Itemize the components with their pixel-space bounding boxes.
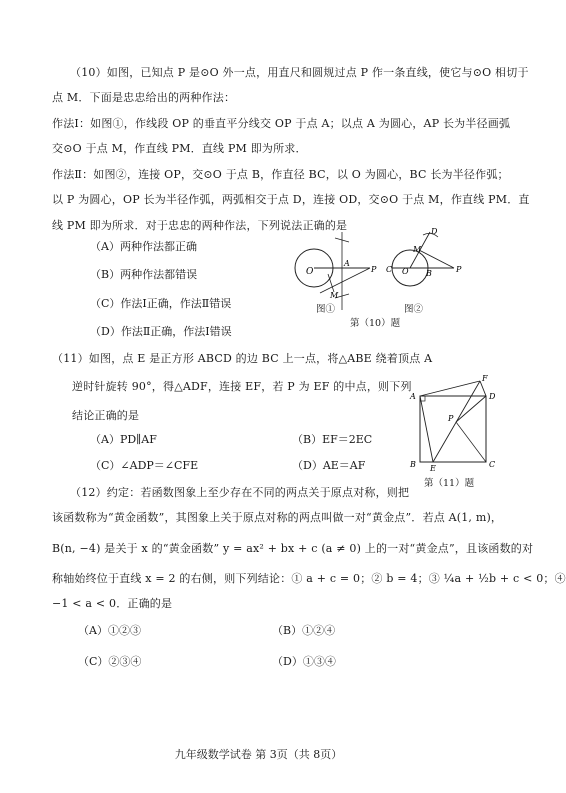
q11-option-d: （D）AE＝AF (292, 459, 366, 472)
q11-point-f: F (482, 374, 488, 383)
q10-line-5: 作法Ⅱ：如图②，连接 OP，交⊙O 于点 B，作直径 BC，以 O 为圆心，BC 长为半径作弧； (52, 168, 509, 181)
q10-line-1: （10）如图，已知点 P 是⊙O 外一点，用直尺和圆规过点 P 作一条直线，使它与⊙O 相切于 (70, 66, 529, 79)
q11-point-b: B (410, 460, 416, 469)
q11-option-b: （B）EF＝2EC (292, 433, 373, 446)
q12-line-5: −1 < a < 0．正确的是 (52, 597, 173, 610)
q10-figure-2 (386, 225, 486, 301)
q12-line-2: 该函数称为“黄金函数”，其图象上关于原点对称的两点叫做一对“黄金点”．若点 A(1, m)， (52, 511, 503, 524)
q12-line-4: 称轴始终位于直线 x = 2 的右侧，则下列结论：① a + c = 0；② b = 4；③ ¼a + ½b + c < 0；④ (52, 572, 566, 585)
q10-line-4: 交⊙O 于点 M，作直线 PM．直线 PM 即为所求． (52, 142, 307, 155)
q11-point-e: E (430, 464, 436, 473)
q12-option-c: （C）②③④ (78, 655, 142, 668)
fig1-point-o: O (306, 267, 314, 277)
fig1-point-p: P (371, 265, 377, 274)
q10-line-2: 点 M．下面是忠忠给出的两种作法： (52, 91, 236, 104)
q12-line-3: B(n, −4) 是关于 x 的“黄金函数” y = ax² + bx + c (a ≠ 0) 上的一对“黄金点”，且该函数的对 (52, 542, 534, 555)
q12-option-d: （D）①③④ (272, 655, 336, 668)
q10-option-b: （B）两种作法都错误 (90, 268, 198, 281)
q11-figure (404, 372, 504, 472)
fig2-point-p: P (456, 265, 462, 274)
q12-option-a: （A）①②③ (78, 624, 141, 637)
q11-point-c: C (489, 460, 496, 469)
fig1-point-m: M (330, 291, 339, 300)
q10-figure-2-label: 图② (404, 304, 424, 315)
q11-option-a: （A）PD∥AF (90, 433, 157, 446)
q10-line-3: 作法Ⅰ：如图①，作线段 OP 的垂直平分线交 OP 于点 A；以点 A 为圆心，AP 长为半径画弧 (52, 117, 511, 130)
q10-option-c: （C）作法Ⅰ正确，作法Ⅱ错误 (90, 297, 232, 310)
fig1-point-a: A (344, 259, 350, 268)
q10-option-a: （A）两种作法都正确 (90, 240, 197, 253)
q11-point-p: P (448, 414, 454, 423)
fig2-point-o: O (402, 267, 409, 276)
q10-option-d: （D）作法Ⅱ正确，作法Ⅰ错误 (90, 325, 232, 338)
q10-line-6: 以 P 为圆心，OP 长为半径作弧，两弧相交于点 D，连接 OD，交⊙O 于点 M，作直线 PM．直 (52, 193, 530, 206)
q11-line-2: 逆时针旋转 90°，得△ADF，连接 EF，若 P 为 EF 的中点，则下列 (72, 380, 412, 393)
q11-line-1: （11）如图，点 E 是正方形 ABCD 的边 BC 上一点，将△ABE 绕着顶点 A (52, 352, 433, 365)
fig2-point-b: B (426, 269, 432, 278)
fig2-point-m: M (413, 245, 422, 254)
page-footer: 九年级数学试卷 第 3页（共 8页） (174, 748, 343, 761)
q12-line-1: （12）约定：若函数图象上至少存在不同的两点关于原点对称，则把 (70, 486, 410, 499)
q10-line-7: 线 PM 即为所求．对于忠忠的两种作法，下列说法正确的是 (52, 219, 348, 232)
q12-option-b: （B）①②④ (272, 624, 336, 637)
q10-figure-1-label: 图① (316, 304, 336, 315)
q11-point-a: A (410, 392, 416, 401)
q11-option-c: （C）∠ADP＝∠CFE (90, 459, 199, 472)
q11-caption: 第（11）题 (424, 478, 475, 489)
q10-caption: 第（10）题 (350, 318, 401, 329)
q11-line-3: 结论正确的是 (72, 409, 140, 422)
q11-point-d: D (489, 392, 496, 401)
fig2-point-c: C (386, 265, 393, 274)
fig2-point-d: D (431, 227, 438, 236)
